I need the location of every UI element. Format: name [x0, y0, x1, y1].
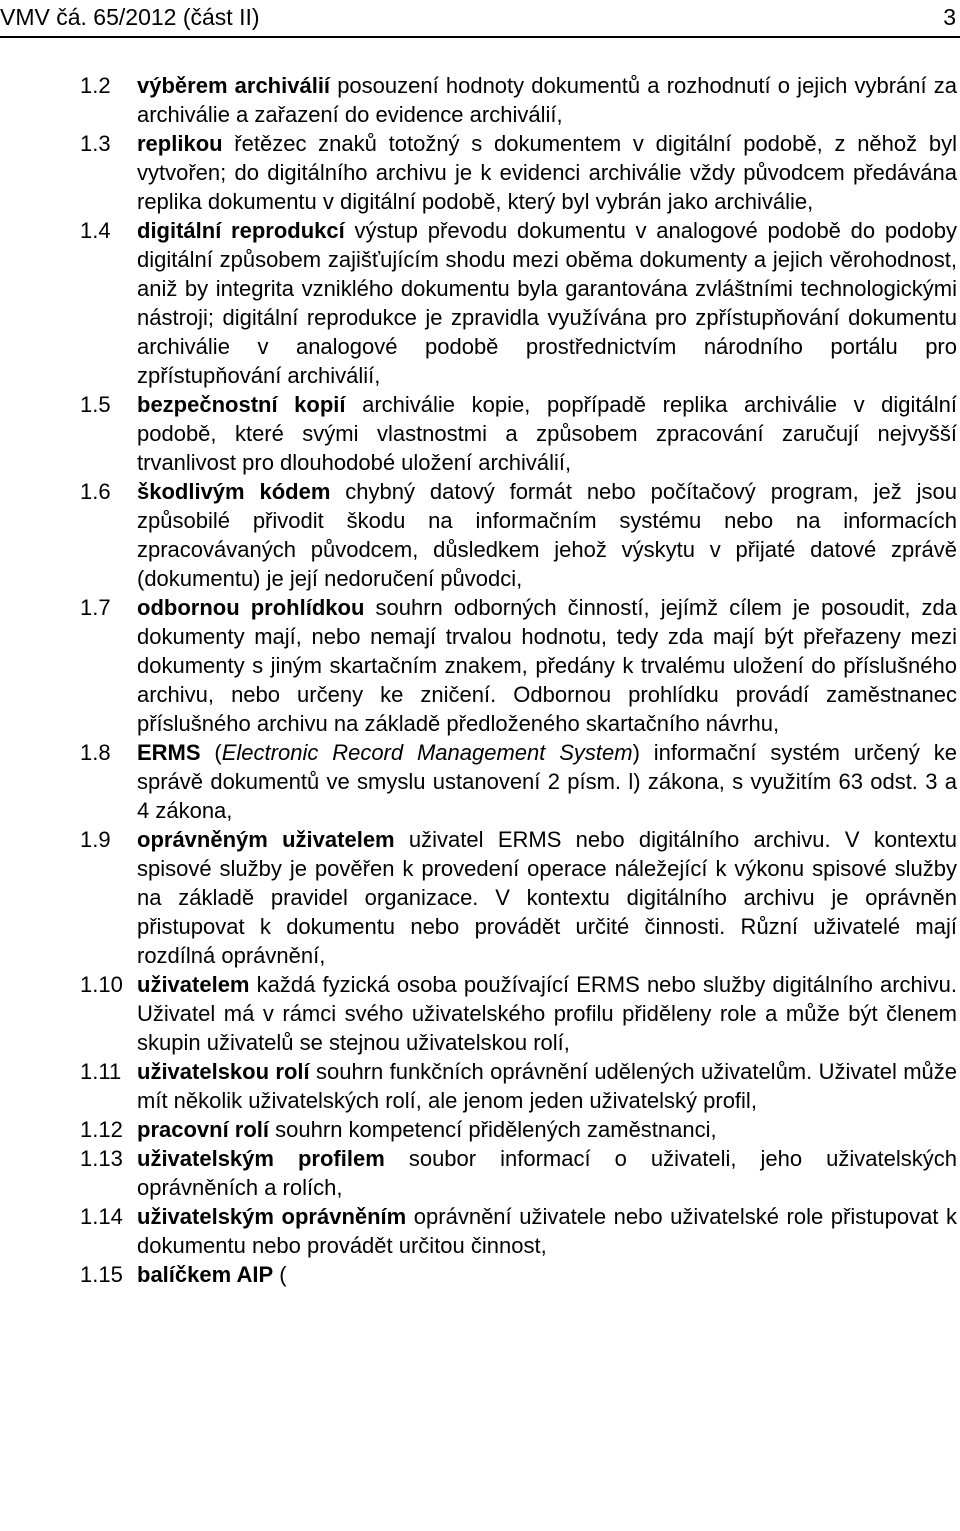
- item-number: 1.15: [80, 1262, 123, 1287]
- definition-item: [0, 825, 960, 970]
- item-number: 1.12: [80, 1117, 123, 1142]
- page-number: 3: [943, 4, 956, 30]
- item-text: [137, 970, 957, 1057]
- definition-item: [0, 1144, 960, 1202]
- page-header: [0, 0, 960, 38]
- item-definition: (: [200, 740, 222, 765]
- item-number: 1.6: [80, 479, 111, 504]
- item-definition: soubor informací o uživateli, jeho uživatelských oprávněních a rolích,: [137, 1146, 957, 1200]
- item-text: [137, 1144, 957, 1202]
- item-definition: řetězec znaků totožný s dokumentem v digitální podobě, z něhož byl vytvořen; do digitálního archivu je k evidenci archiválie vždy původcem předávána replika dokumentu v digitální podobě, který byl vybrán jako archiválie,: [137, 131, 957, 214]
- item-term: uživatelskou rolí: [137, 1059, 310, 1084]
- item-definition: (: [273, 1262, 287, 1287]
- item-text: [137, 738, 957, 825]
- item-term: balíčkem AIP: [137, 1262, 274, 1287]
- item-number: 1.9: [80, 827, 111, 852]
- item-term: uživatelem: [137, 972, 250, 997]
- item-term: digitální reprodukcí: [137, 218, 345, 243]
- item-text: [137, 1115, 957, 1144]
- item-number: 1.7: [80, 595, 111, 620]
- item-text: [137, 1202, 957, 1260]
- definition-list: [0, 71, 960, 1289]
- item-number: 1.14: [80, 1204, 123, 1229]
- definition-item: [0, 390, 960, 477]
- item-definition: souhrn kompetencí přidělených zaměstnanci,: [269, 1117, 717, 1142]
- item-definition-cont: ) informační systém určený ke správě dokumentů ve smyslu ustanovení 2 písm. l) zákona, s využitím 63 odst. 3 a 4 zákona,: [137, 740, 957, 823]
- item-definition: souhrn funkčních oprávnění udělených uživatelům. Uživatel může mít několik uživatelských rolí, ale jenom jeden uživatelský profil,: [137, 1059, 957, 1113]
- definition-item: [0, 71, 960, 129]
- item-definition: výstup převodu dokumentu v analogové podobě do podoby digitální způsobem zajišťujícím shodu mezi oběma dokumenty a jejich věrohodnost, aniž by integrita vzniklého dokumentu byla garantována zvláštními technologickými nástroji; digitální reprodukce je zpravidla využívána pro zpřístupňování dokumentu archiválie v analogové podobě prostřednictvím národního portálu pro zpřístupňování archiválií,: [137, 218, 957, 388]
- definition-item: [0, 970, 960, 1057]
- item-text: [137, 1057, 957, 1115]
- definition-item: [0, 129, 960, 216]
- definition-item: [0, 1202, 960, 1260]
- item-definition: posouzení hodnoty dokumentů a rozhodnutí o jejich vybrání za archiválie a zařazení do evidence archiválií,: [137, 73, 957, 127]
- item-number: 1.11: [80, 1059, 122, 1084]
- item-text: [137, 1260, 957, 1289]
- item-term: výběrem archiválií: [137, 73, 331, 98]
- item-text: [137, 216, 957, 390]
- item-term: škodlivým kódem: [137, 479, 331, 504]
- item-term: uživatelským profilem: [137, 1146, 385, 1171]
- journal-reference: VMV čá. 65/2012 (část II): [0, 4, 260, 30]
- item-number: 1.4: [80, 218, 111, 243]
- item-text: [137, 390, 957, 477]
- definition-item: [0, 1115, 960, 1144]
- item-text: [137, 477, 957, 593]
- item-italic-term: Electronic Record Management System: [221, 740, 633, 765]
- definition-item: [0, 593, 960, 738]
- item-number: 1.5: [80, 392, 111, 417]
- item-number: 1.8: [80, 740, 111, 765]
- item-text: [137, 825, 957, 970]
- item-number: 1.13: [80, 1146, 123, 1171]
- definition-item: [0, 1057, 960, 1115]
- item-term: bezpečnostní kopií: [137, 392, 346, 417]
- definition-item: [0, 477, 960, 593]
- item-definition: uživatel ERMS nebo digitálního archivu. V kontextu spisové služby je pověřen k provedení operace náležející k výkonu spisové služby na základě pravidel organizace. V kontextu digitálního archivu je oprávněn přistupovat k dokumentu nebo provádět určité činnosti. Různí uživatelé mají rozdílná oprávnění,: [137, 827, 957, 968]
- item-term: uživatelským oprávněním: [137, 1204, 407, 1229]
- item-term: odbornou prohlídkou: [137, 595, 365, 620]
- item-term: oprávněným uživatelem: [137, 827, 395, 852]
- item-text: [137, 593, 957, 738]
- definition-item: [0, 1260, 960, 1289]
- item-definition: souhrn odborných činností, jejímž cílem je posoudit, zda dokumenty mají, nebo nemají trvalou hodnotu, tedy zda mají být přeřazeny mezi dokumenty s jiným skartačním znakem, předány k trvalému uložení do příslušného archivu, nebo určeny ke zničení. Odbornou prohlídku provádí zaměstnanec příslušného archivu na základě předloženého skartačního návrhu,: [137, 595, 957, 736]
- item-number: 1.10: [80, 972, 123, 997]
- item-number: 1.2: [80, 73, 111, 98]
- item-number: 1.3: [80, 131, 111, 156]
- item-text: [137, 71, 957, 129]
- item-text: [137, 129, 957, 216]
- item-term: replikou: [137, 131, 223, 156]
- definition-item: [0, 216, 960, 390]
- definition-item: [0, 738, 960, 825]
- item-term: ERMS: [137, 740, 201, 765]
- item-definition: archiválie kopie, popřípadě replika archiválie v digitální podobě, které svými vlastnostmi a způsobem zpracování zaručují nejvyšší trvanlivost pro dlouhodobé uložení archiválií,: [137, 392, 957, 475]
- item-definition: každá fyzická osoba používající ERMS nebo služby digitálního archivu. Uživatel má v rámci svého uživatelského profilu přiděleny role a může být členem skupin uživatelů se stejnou uživatelskou rolí,: [137, 972, 957, 1055]
- item-definition: chybný datový formát nebo počítačový program, jež jsou způsobilé přivodit škodu na informačním systému nebo na informacích zpracovávaných původcem, důsledkem jehož výskytu v přijaté datové zprávě (dokumentu) je její nedoručení původci,: [137, 479, 957, 591]
- item-term: pracovní rolí: [137, 1117, 270, 1142]
- item-definition: oprávnění uživatele nebo uživatelské role přistupovat k dokumentu nebo provádět určitou činnost,: [137, 1204, 957, 1258]
